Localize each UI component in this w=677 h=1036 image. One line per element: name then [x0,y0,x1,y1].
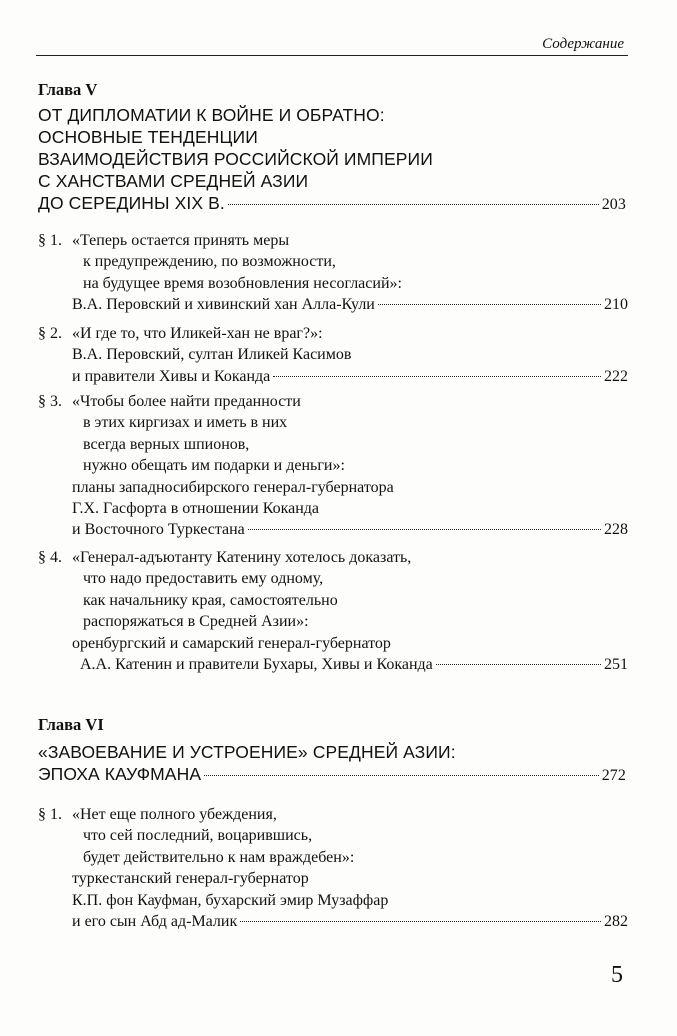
dot-leader [204,775,599,776]
toc-entry-leader[interactable] [38,763,626,785]
section-line: и правители Хивы и Коканда [72,367,271,385]
section-line: к предупреждению, по возможности, [83,253,336,271]
section-line: и его сын Абд ад-Малик [72,912,238,930]
section-line: туркестанский генерал-губернатор [72,870,309,888]
section-line: будет действительно к нам враждебен»: [83,848,355,866]
chapter-title-line: С ХАНСТВАМИ СРЕДНЕЙ АЗИИ [38,171,309,191]
dot-leader [228,204,599,205]
page-ref: 210 [604,296,628,314]
toc-entry-leader [72,654,628,675]
dot-leader [378,304,601,305]
section-line: всегда верных шпионов, [83,435,250,453]
toc-entry-leader [72,911,628,932]
section-line: нужно обещать им подарки и деньги»: [83,457,345,475]
chapter-title-line: ДО СЕРЕДИНЫ XIX В. [38,193,225,213]
chapter-label: Глава V [38,80,98,99]
section-line: что сей последний, воцарившись, [83,827,313,845]
section-line: «И где то, что Иликей-хан не враг?»: [72,325,323,342]
page-ref: 251 [604,655,628,673]
section-line: В.А. Перовский, султан Иликей Касимов [72,346,352,364]
dot-leader [436,664,601,665]
chapter-title [38,741,626,785]
toc-entry-leader [72,294,628,315]
section-line: «Нет еще полного убеждения, [72,806,277,823]
section-number: § 3. [38,393,62,410]
page-ref: 282 [604,912,628,930]
section-line: в этих киргизах и иметь в них [83,414,288,432]
running-header-title: Содержание [542,36,624,52]
chapter-label: Глава VI [38,715,104,734]
section-number: § 4. [38,549,62,566]
toc-entry-leader [72,366,628,387]
section-number: § 1. [38,232,62,249]
toc-entry-leader[interactable] [38,192,626,214]
running-header [36,28,628,56]
page-ref: 228 [604,521,628,539]
section-line: распоряжаться в Средней Азии»: [83,613,309,631]
section-line: «Теперь остается принять меры [72,232,290,249]
chapter-title-line: ОТ ДИПЛОМАТИИ К ВОЙНЕ И ОБРАТНО: [38,105,385,125]
chapter-title-line: ВЗАИМОДЕЙСТВИЯ РОССИЙСКОЙ ИМПЕРИИ [38,149,433,169]
dot-leader [248,529,601,530]
page-ref: 203 [601,196,626,213]
section-line: Г.Х. Гасфорта в отношении Коканда [72,499,320,517]
page-ref: 222 [604,367,628,385]
section-line: планы западносибирского генерал-губернатора [72,478,394,496]
section-line: как начальнику края, самостоятельно [83,591,338,609]
section-line: «Чтобы более найти преданности [72,393,301,410]
section-line: К.П. фон Кауфман, бухарский эмир Музаффар [72,891,389,909]
section-line: В.А. Перовский и хивинский хан Алла-Кули [72,296,375,314]
section-number: § 1. [38,806,62,823]
section-line: А.А. Катенин и правители Бухары, Хивы и Коканда [80,655,433,673]
dot-leader [273,376,601,377]
dot-leader [240,921,601,922]
section-line: что надо предоставить ему одному, [83,570,324,588]
chapter-title-line: ЭПОХА КАУФМАНА [38,764,202,784]
chapter-title [38,104,626,214]
section-line: оренбургский и самарский генерал-губернатор [72,634,391,652]
section-line: на будущее время возобновления несогласий»: [83,274,402,292]
chapter-title-line: «ЗАВОЕВАНИЕ И УСТРОЕНИЕ» СРЕДНЕЙ АЗИИ: [38,742,456,762]
chapter-title-line: ОСНОВНЫЕ ТЕНДЕНЦИИ [38,127,258,147]
page-number: 5 [611,962,623,988]
section-line: «Генерал-адъютанту Катенину хотелось доказать, [72,549,412,566]
section-number: § 2. [38,325,62,342]
toc-entry-leader [72,519,628,540]
page-ref: 272 [601,767,626,784]
section-line: и Восточного Туркестана [72,521,245,539]
